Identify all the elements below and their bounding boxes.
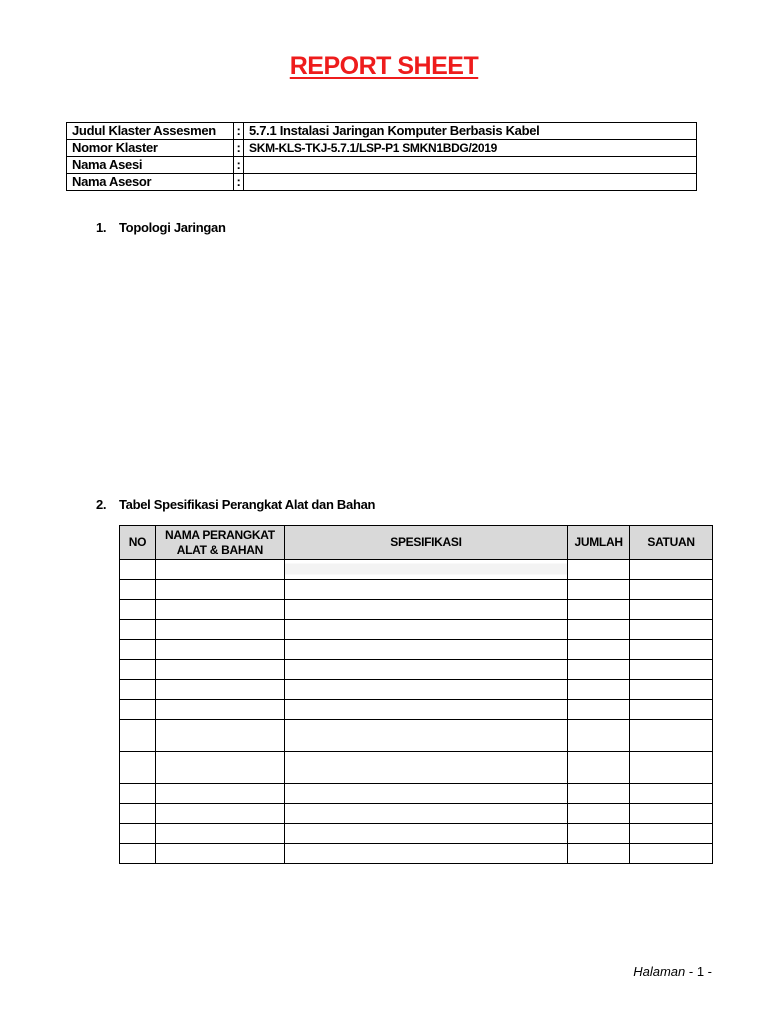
cell-satuan[interactable] [630,660,713,680]
info-label: Nama Asesor [67,174,234,191]
header-nama-line1: NAMA PERANGKAT [164,527,275,542]
table-row [120,600,713,620]
table-row [120,640,713,660]
info-colon: : [234,157,244,174]
table-row [120,660,713,680]
cell-nama-perangkat[interactable] [155,600,284,620]
cell-jumlah[interactable] [568,752,630,784]
cell-nama-perangkat[interactable] [155,752,284,784]
info-label: Nomor Klaster [67,140,234,157]
cell-nama-perangkat[interactable] [155,680,284,700]
cell-no[interactable] [120,824,156,844]
info-label: Nama Asesi [67,157,234,174]
cell-spesifikasi[interactable] [284,640,567,660]
cell-satuan[interactable] [630,580,713,600]
info-colon: : [234,174,244,191]
cell-jumlah[interactable] [568,784,630,804]
header-nama-perangkat [155,526,284,560]
cell-spesifikasi[interactable] [284,600,567,620]
cell-jumlah[interactable] [568,720,630,752]
info-row-judul [67,123,697,140]
cell-nama-perangkat[interactable] [155,580,284,600]
info-value: SKM-KLS-TKJ-5.7.1/LSP-P1 SMKN1BDG/2019 [244,140,697,157]
cell-nama-perangkat[interactable] [155,700,284,720]
cell-no[interactable] [120,600,156,620]
cell-jumlah[interactable] [568,844,630,864]
table-row [120,752,713,784]
cell-nama-perangkat[interactable] [155,560,284,580]
cell-jumlah[interactable] [568,640,630,660]
section-topologi [96,220,226,235]
section-tabel-spesifikasi [96,497,375,512]
spec-table-body [120,560,713,864]
info-value: 5.7.1 Instalasi Jaringan Komputer Berbasis Kabel [244,123,697,140]
cell-satuan[interactable] [630,700,713,720]
cell-jumlah[interactable] [568,680,630,700]
footer-page-number: - 1 - [685,964,712,979]
cell-no[interactable] [120,680,156,700]
cell-no[interactable] [120,804,156,824]
cell-spesifikasi[interactable] [284,720,567,752]
table-row [120,580,713,600]
table-row [120,824,713,844]
cell-jumlah[interactable] [568,804,630,824]
cell-satuan[interactable] [630,560,713,580]
header-no: NO [120,526,156,560]
info-value-field[interactable] [244,157,697,174]
cell-satuan[interactable] [630,720,713,752]
cell-no[interactable] [120,720,156,752]
cell-no[interactable] [120,784,156,804]
cell-spesifikasi[interactable] [284,580,567,600]
info-colon: : [234,123,244,140]
section-number: 2. [96,497,107,512]
page-footer [633,964,712,979]
cell-no[interactable] [120,580,156,600]
cell-spesifikasi[interactable] [284,660,567,680]
info-label: Judul Klaster Assesmen [67,123,234,140]
header-satuan: SATUAN [630,526,713,560]
cell-spesifikasi[interactable] [284,752,567,784]
assessment-info-table [66,122,697,191]
cell-satuan[interactable] [630,752,713,784]
spec-table [119,525,713,864]
cell-satuan[interactable] [630,620,713,640]
section-title: Tabel Spesifikasi Perangkat Alat dan Bahan [119,497,376,512]
cell-jumlah[interactable] [568,660,630,680]
cell-nama-perangkat[interactable] [155,620,284,640]
cell-no[interactable] [120,620,156,640]
cell-spesifikasi[interactable] [284,804,567,824]
header-nama-line2: ALAT & BAHAN [176,542,263,557]
table-row [120,560,713,580]
cell-spesifikasi[interactable] [284,700,567,720]
table-row [120,720,713,752]
spec-header-row [120,526,713,560]
table-row [120,844,713,864]
cell-no[interactable] [120,844,156,864]
cell-nama-perangkat[interactable] [155,660,284,680]
table-row [120,784,713,804]
cell-nama-perangkat[interactable] [155,640,284,660]
cell-spesifikasi[interactable] [284,844,567,864]
header-spesifikasi: SPESIFIKASI [284,526,567,560]
cell-jumlah[interactable] [568,700,630,720]
cell-no[interactable] [120,560,156,580]
cell-satuan[interactable] [630,784,713,804]
cell-jumlah[interactable] [568,824,630,844]
cell-spesifikasi[interactable] [284,620,567,640]
cell-no[interactable] [120,752,156,784]
cell-spesifikasi[interactable] [284,824,567,844]
report-title: REPORT SHEET [289,52,479,80]
footer-label: Halaman [633,964,686,979]
cell-no[interactable] [120,660,156,680]
cell-satuan[interactable] [630,640,713,660]
cell-nama-perangkat[interactable] [155,844,284,864]
cell-nama-perangkat[interactable] [155,784,284,804]
cell-nama-perangkat[interactable] [155,720,284,752]
cell-jumlah[interactable] [568,600,630,620]
cell-satuan[interactable] [630,600,713,620]
cell-jumlah[interactable] [568,620,630,640]
table-row [120,620,713,640]
cell-no[interactable] [120,640,156,660]
table-row [120,680,713,700]
cell-spesifikasi[interactable] [284,560,567,580]
table-row [120,700,713,720]
cell-satuan[interactable] [630,680,713,700]
table-row [120,804,713,824]
info-row-asesi [67,157,697,174]
cell-jumlah[interactable] [568,580,630,600]
info-value-field[interactable] [244,174,697,191]
section-number: 1. [96,220,107,235]
cell-nama-perangkat[interactable] [155,824,284,844]
info-row-asesor [67,174,697,191]
cell-nama-perangkat[interactable] [155,804,284,824]
info-row-nomor [67,140,697,157]
cell-satuan[interactable] [630,844,713,864]
info-colon: : [234,140,244,157]
cell-satuan[interactable] [630,804,713,824]
cell-spesifikasi[interactable] [284,680,567,700]
section-title: Topologi Jaringan [119,220,226,235]
cell-no[interactable] [120,700,156,720]
cell-satuan[interactable] [630,824,713,844]
header-jumlah: JUMLAH [568,526,630,560]
cell-jumlah[interactable] [568,560,630,580]
cell-spesifikasi[interactable] [284,784,567,804]
